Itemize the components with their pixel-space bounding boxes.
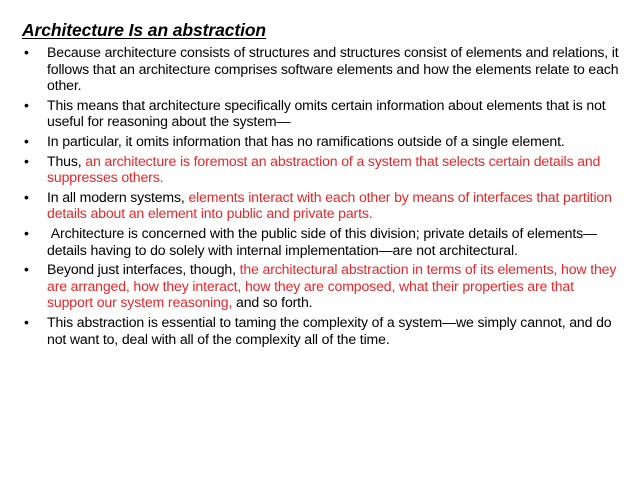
bullet-icon: •: [24, 152, 29, 169]
bullet-icon: •: [24, 96, 29, 113]
bullet-icon: •: [24, 188, 29, 205]
bullet-item: [22, 44, 622, 94]
bullet-text: In particular, it omits information that has no ramifications outside of a single element.: [47, 132, 565, 149]
bullet-item: [22, 133, 622, 150]
bullet-text: In all modern systems,: [47, 188, 189, 205]
bullet-text: and so forth.: [232, 294, 313, 311]
highlighted-text: the architectural abstraction in terms of its elements, how they are arranged, how they interact, how they are composed, what their properties are that support our system reasoning,: [47, 261, 617, 311]
highlighted-text: an architecture is foremost an abstraction of a system that selects certain details and suppresses others.: [47, 152, 601, 186]
bullet-icon: •: [24, 44, 29, 60]
bullet-icon: •: [24, 132, 29, 149]
bullet-text: Beyond just interfaces, though,: [47, 261, 240, 278]
bullet-item: [22, 189, 622, 222]
bullet-item: [22, 153, 622, 186]
slide-title: Architecture Is an abstraction: [22, 20, 267, 40]
bullet-text: Architecture is concerned with the public side of this division; private details of elements—details having to do solely with internal implementation—are not architectural.: [47, 224, 597, 258]
bullet-item: [22, 97, 622, 130]
bullet-text: Thus,: [47, 152, 86, 169]
bullet-text: This abstraction is essential to taming the complexity of a system—we simply cannot, and do not want to, deal with all of the complexity all of the time.: [47, 313, 612, 347]
bullet-icon: •: [24, 224, 29, 241]
bullet-item: [22, 261, 622, 311]
bullet-item: [22, 225, 622, 258]
bullet-icon: •: [24, 261, 29, 278]
highlighted-text: elements interact with each other by means of interfaces that partition details about an element into public and private parts.: [47, 188, 612, 222]
bullet-item: [22, 314, 622, 347]
bullet-icon: •: [24, 313, 29, 330]
bullet-text: This means that architecture specifically omits certain information about elements that is not useful for reasoning about the system—: [47, 96, 606, 130]
bullet-text: Because architecture consists of structures and structures consist of elements and relations, it follows that an architecture comprises software elements and how the elements relate to each other.: [47, 44, 619, 94]
bullet-list: [22, 44, 622, 350]
